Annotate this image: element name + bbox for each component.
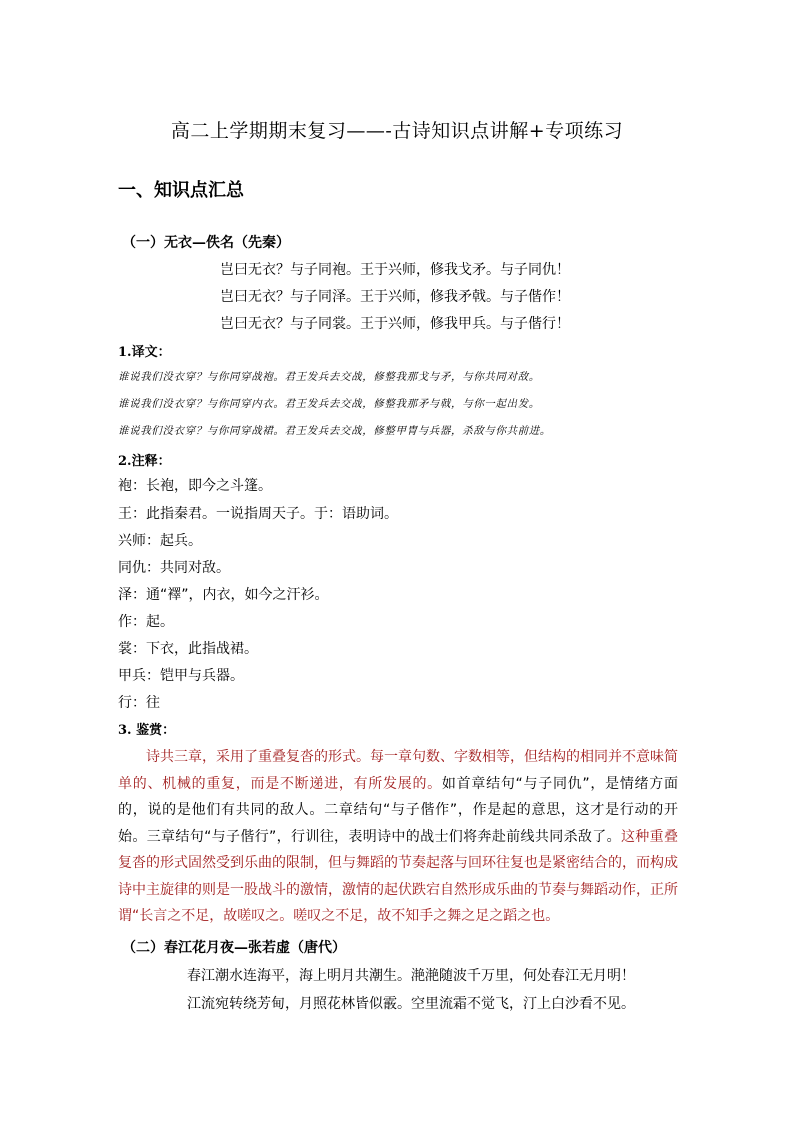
appreciation-text: 如首章结句“与子同仇”，是情绪方面的，说的是他们有共同的敌人。二章结句“与子偕作”，作是起的意思，这才是行动的开始。三章结句“与子偕行”，行训往，表明诗中的战士们将奔赴前线共同杀敌了。 xyxy=(118,775,678,845)
note-line: 裳：下衣，此指战裙。 xyxy=(118,641,258,657)
section-heading-knowledge-summary: 一、知识点汇总 xyxy=(118,180,244,201)
notes-label: 2.注释： xyxy=(118,454,171,469)
translation-label: 1.译文： xyxy=(118,345,171,360)
note-line: 行：往 xyxy=(118,695,160,711)
poem1-line: 岂曰无衣？与子同裳。王于兴师，修我甲兵。与子偕行！ xyxy=(220,316,570,332)
note-line: 泽：通“襗”，内衣，如今之汗衫。 xyxy=(118,587,329,603)
poem1-line: 岂曰无衣？与子同袍。王于兴师，修我戈矛。与子同仇！ xyxy=(220,262,570,278)
note-line: 王：此指秦君。一说指周天子。于：语助词。 xyxy=(118,506,398,522)
appreciation-text-red: 诗共三章，采用了重叠复沓的形式。每一章句数、字数相等，但结构的相同并不意味简单的、机械的重复，而是不断递进，有所发展的。 xyxy=(118,749,678,792)
appreciation-text-red: 这种重叠复沓的形式固然受到乐曲的限制，但与舞蹈的节奏起落与回环往复也是紧密结合的，而构成诗中主旋律的则是一股战斗的激情，激情的起伏跌宕自然形成乐曲的节奏与舞蹈动作，正所谓“长言之不足，故嗟叹之。嗟叹之不足，故不知手之舞之足之蹈之也。 xyxy=(118,828,678,924)
poem1-heading: （一）无衣—佚名（先秦） xyxy=(122,235,290,251)
poem2-heading: （二）春江花月夜—张若虚（唐代） xyxy=(122,940,346,956)
document-title: 高二上学期期末复习——-古诗知识点讲解+专项练习 xyxy=(170,120,624,142)
translation-line: 谁说我们没衣穿？与你同穿内衣。君王发兵去交战，修整我那矛与戟，与你一起出发。 xyxy=(118,398,540,410)
translation-line: 谁说我们没衣穿？与你同穿战裙。君王发兵去交战，修整甲胄与兵器，杀敌与你共前进。 xyxy=(118,425,551,437)
poem2-line: 春江潮水连海平，海上明月共潮生。滟滟随波千万里，何处春江无月明！ xyxy=(187,968,635,984)
note-line: 甲兵：铠甲与兵器。 xyxy=(118,668,244,684)
appreciation-paragraph xyxy=(118,744,678,930)
translation-line: 谁说我们没衣穿？与你同穿战袍。君王发兵去交战，修整我那戈与矛，与你共同对敌。 xyxy=(118,371,540,383)
note-line: 兴师：起兵。 xyxy=(118,533,202,549)
poem1-line: 岂曰无衣？与子同泽。王于兴师，修我矛戟。与子偕作！ xyxy=(220,289,570,305)
note-line: 同仇：共同对敌。 xyxy=(118,560,230,576)
note-line: 作：起。 xyxy=(118,614,174,630)
note-line: 袍：长袍，即今之斗篷。 xyxy=(118,478,272,494)
appreciation-label: 3. 鉴赏： xyxy=(118,723,176,738)
poem2-line: 江流宛转绕芳甸，月照花林皆似霰。空里流霜不觉飞，汀上白沙看不见。 xyxy=(187,996,635,1012)
